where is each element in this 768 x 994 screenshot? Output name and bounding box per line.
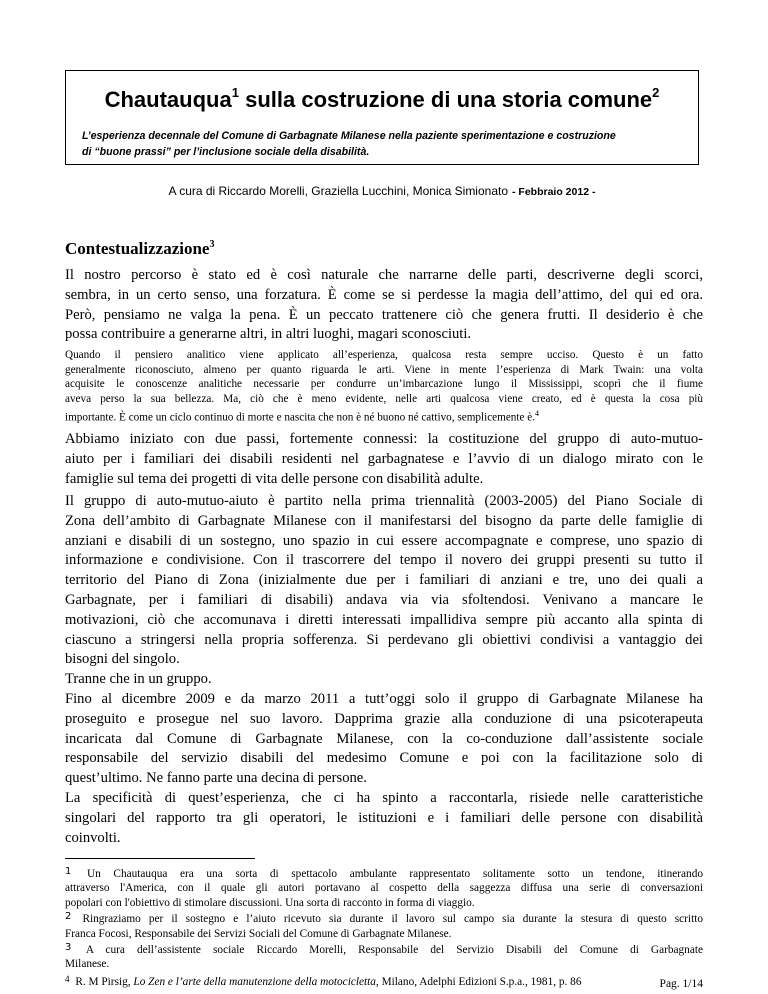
text-line: quest’ultimo. Ne fanno parte una decina di persone.	[65, 770, 367, 787]
text-line: Garbagnate, per i familiari di disabili) andava via via sfoltendosi. Venivano a mancare le	[65, 591, 703, 608]
text-line: anziani e disabili di un sostegno, uno spazio in cui essere accompagnate e comprese, uno spazio di	[65, 532, 703, 549]
title-box	[65, 70, 699, 198]
text-line: Fino al dicembre 2009 e da marzo 2011 a tutt’oggi solo il gruppo di Garbagnate Milanese ha	[65, 690, 703, 707]
text-line: bisogni del singolo.	[65, 651, 180, 668]
text-line: importante. È come un ciclo continuo di morte e nascita che non è né buono né cattivo, semplicemente è.	[65, 411, 536, 424]
text-line: proseguito e prosegue nel suo lavoro. Dapprima grazie alla conduzione di una psicoterapeuta	[65, 710, 703, 727]
text-line: Milanese.	[65, 958, 110, 971]
text-line: Ringraziamo per il sostegno e l’aiuto ricevuto sia durante il lavoro sul campo sia durante la stesura di questo scritto	[82, 913, 703, 926]
citation-title: Lo Zen e l’arte della manutenzione della motocicletta,	[133, 975, 379, 988]
footnote-ref-2: 2	[652, 85, 660, 100]
citation-author: R. M Pirsig,	[75, 975, 134, 988]
title-text-rest: sulla costruzione di una storia comune	[238, 87, 653, 112]
subtitle-line: L’esperienza decennale del Comune di Garbagnate Milanese nella paziente sperimentazione e costruzione	[82, 130, 616, 142]
publication-date: - Febbraio 2012 -	[512, 186, 596, 198]
footnotes	[65, 865, 703, 989]
citation-publisher: Milano, Adelphi Edizioni S.p.a., 1981, p. 86	[378, 975, 582, 988]
footnote-number: 1	[65, 866, 72, 877]
footnote-number: 2	[65, 911, 72, 923]
text-line: Un Chautauqua era una sorta di spettacolo ambulante rappresentato solitamente sotto un tendone, itinerando	[87, 868, 703, 880]
footnote-2	[65, 910, 703, 941]
text-line: responsabile del servizio disabili del medesimo Comune e poi con la facilitazione solo di	[65, 750, 703, 767]
text-line: acquisite le conoscenze analitiche necessarie per condurre un’imbarcazione lungo il Mississippi, scoprì che il fiume	[65, 378, 703, 391]
text-line: territorio del Piano di Zona (inizialmente due per i familiari di anziani e tre, uno dei quali a	[65, 572, 703, 589]
text-line: motivazioni, ciò che accomunava i diretti interessati impallidiva sempre più accanto alla spinta di	[65, 611, 703, 628]
text-line: aveva perso la sua bellezza. Ma, ciò che è meno evidente, nelle arti qualcosa viene creato, ed è questa la cosa più	[65, 393, 703, 406]
text-line: popolari con l'obiettivo di stimolare discussioni. Una sorta di racconto in forma di viaggio.	[65, 896, 475, 909]
paragraph-1	[65, 266, 703, 345]
footnote-3	[65, 941, 703, 972]
text-line: informazione e condivisione. Con il trascorrere del tempo il novero dei gruppi presenti su tutto il	[65, 552, 703, 569]
footnote-ref-4: 4	[535, 408, 540, 418]
paragraph-3	[65, 492, 703, 848]
footnote-ref-3: 3	[209, 239, 215, 250]
section-heading-text: Contestualizzazione	[65, 239, 210, 258]
page-number: Pag. 1/14	[659, 978, 703, 990]
text-line: Il gruppo di auto-mutuo-aiuto è partito nella prima triennalità (2003-2005) del Piano Sociale di	[65, 493, 703, 509]
text-line: La specificità di quest’esperienza, che ci ha spinto a raccontarla, risiede nelle caratteristiche	[65, 789, 703, 806]
text-line: incaricata dal Comune di Garbagnate Milanese, con la co-conduzione dall’assistente sociale	[65, 730, 703, 747]
text-line: generalmente riconosciuto, almeno per quanto riguarda le arti. Viene in mente l’esperienza di Mark Twain: una volta	[65, 363, 703, 376]
section-heading	[65, 239, 214, 259]
text-line: Quando il pensiero analitico viene applicato all’esperienza, qualcosa resta sempre ucciso. Questo è un fatto	[65, 349, 703, 361]
text-line: famiglie sul tema dei progetti di vita delle persone con disabilità adulte.	[65, 470, 484, 487]
text-line: Zona dell’ambito di Garbagnate Milanese con il manifestarsi del bisogno da parte delle famiglie di	[65, 512, 703, 529]
text-line: aiuto per i familiari dei disabili residenti nel garbagnatese e l’avvio di un dialogo mirato con le	[65, 450, 703, 467]
document-title	[66, 85, 698, 113]
footnote-number: 4	[65, 973, 70, 984]
curators-names: A cura di Riccardo Morelli, Graziella Lucchini, Monica Simionato	[168, 184, 509, 198]
text-line: Però, pensiamo ne valga la pena. È un peccato trattenere ciò che genera frutti. Il desiderio è che	[65, 306, 703, 323]
footnote-number: 3	[65, 942, 72, 954]
text-line: A cura dell’assistente sociale Riccardo Morelli, Responsabile del Servizio Disabili del Comune di Garbagnate	[85, 944, 703, 957]
subtitle-line: di “buone prassi” per l’inclusione sociale della disabilità.	[82, 146, 370, 158]
title-text-main: Chautauqua	[104, 87, 232, 112]
text-line: Abbiamo iniziato con due passi, fortemente connessi: la costituzione del gruppo di auto-mutuo-	[65, 431, 703, 447]
footnote-separator	[65, 858, 255, 859]
paragraph-2	[65, 430, 703, 489]
text-line: attraverso l'America, con il quale gli autori portavano al cospetto della saggezza diffusa una serie di conversazioni	[65, 882, 703, 895]
footnote-4	[65, 972, 703, 989]
text-line: sembra, in un certo senso, una forzatura. È come se si perdesse la magia dell’attimo, del qui ed ora.	[65, 286, 703, 303]
text-line: Franca Focosi, Responsabile dei Servizi Sociali del Comune di Garbagnate Milanese.	[65, 927, 452, 940]
text-line: Il nostro percorso è stato ed è così naturale che narrarne delle parti, descriverne degli scorci,	[65, 267, 703, 283]
curators-line	[66, 184, 698, 198]
text-line: Tranne che in un gruppo.	[65, 671, 212, 688]
text-line: ciascuno a stringersi nella propria sofferenza. Si perdevano gli obiettivi condivisi a vantaggio dei	[65, 631, 703, 648]
document-subtitle	[82, 128, 688, 160]
footnote-1	[65, 865, 703, 910]
text-line: singolari del rapporto tra gli operatori, le istituzioni e i familiari delle persone con disabilità	[65, 809, 703, 826]
text-line: coinvolti.	[65, 829, 121, 846]
quote-paragraph	[65, 348, 703, 425]
text-line: possa contribuire a generarne altri, in altri luoghi, magari sconosciuti.	[65, 326, 472, 343]
footnote-ref-1: 1	[231, 85, 239, 100]
